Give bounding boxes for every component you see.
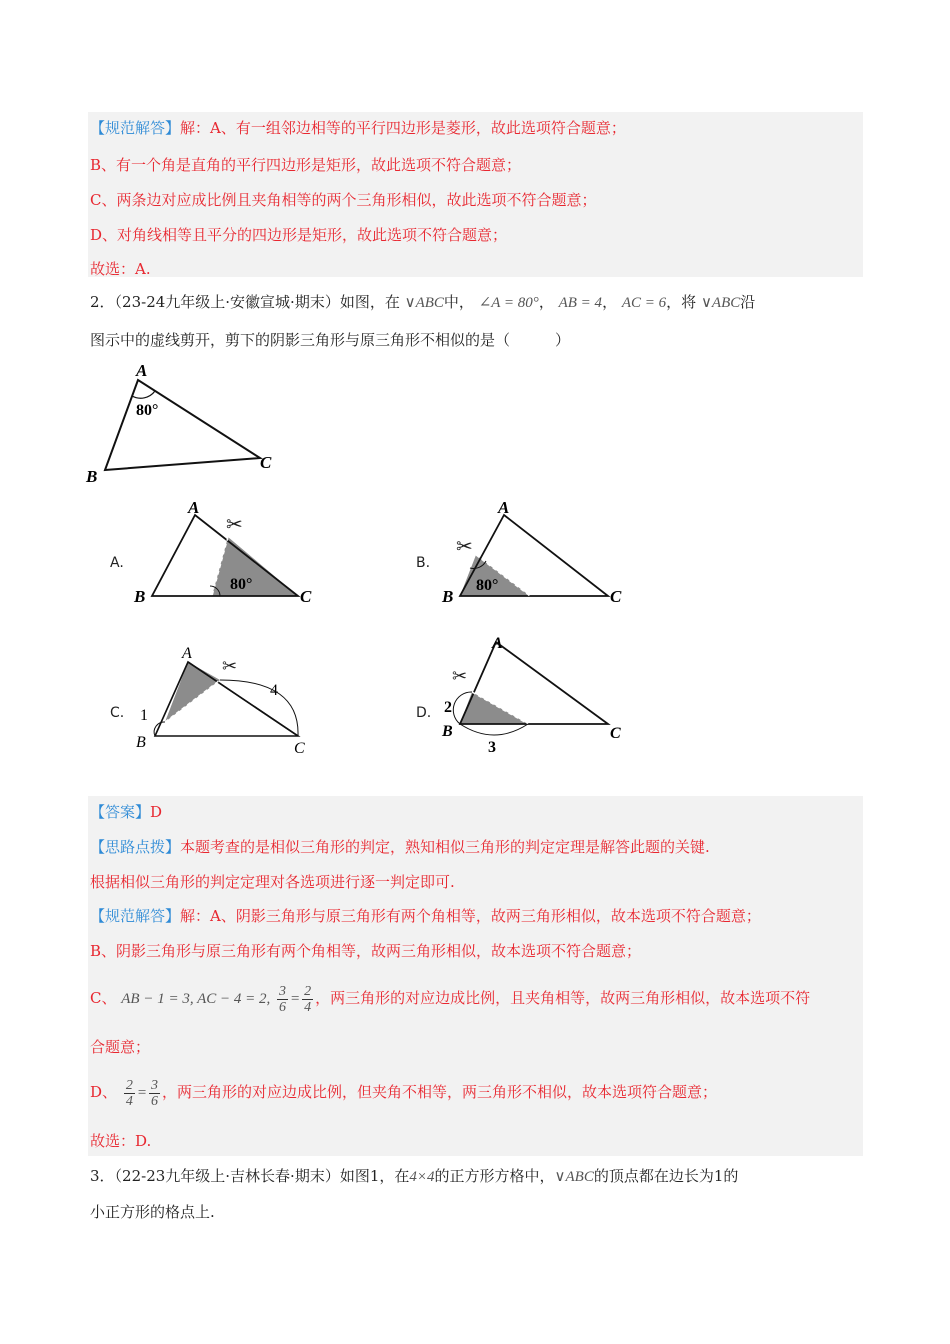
main-label-b: B <box>86 467 98 486</box>
solution1-a-text: 解：A、有一组邻边相等的平行四边形是菱形，故此选项符合题意； <box>180 119 626 137</box>
option-a-figure <box>130 495 330 610</box>
option-c-seg-4: 4 <box>270 682 278 699</box>
question2-triangle2: ∨ABC <box>700 295 741 311</box>
c-frac2-num: 2 <box>304 983 312 999</box>
c-eq: = <box>290 991 301 1007</box>
solution2-c-math: AB − 1 = 3, AC − 4 = 2, <box>121 991 271 1007</box>
question3-triangle: ∨ABC <box>554 1169 594 1185</box>
option-b-label-a: A <box>498 498 510 517</box>
question3-source: （22-23九年级上·吉林长春·期末）如图1，在 <box>114 1167 410 1185</box>
solution2-c-frac1 <box>277 984 288 1015</box>
option-d-letter: D. <box>416 705 432 721</box>
option-c-label-b: B <box>136 734 146 751</box>
d-frac2-den: 6 <box>150 1093 158 1109</box>
option-d-label-b: B <box>442 723 453 740</box>
option-d-figure <box>438 630 638 760</box>
question3-mid: 的正方形方格中， <box>434 1167 555 1185</box>
option-d-label-a: A <box>492 635 503 652</box>
option-b-letter: B. <box>416 555 431 571</box>
option-d-label-c: C <box>610 725 621 742</box>
hint-tag: 【思路点拨】 <box>90 838 181 856</box>
answer-value: D <box>150 803 163 821</box>
option-b-scissors-icon: ✂ <box>456 536 473 558</box>
question2-mid: 中， <box>443 293 474 311</box>
option-b-label-c: C <box>610 587 622 606</box>
solution2-d-frac1 <box>124 1078 135 1109</box>
option-c-letter: C. <box>110 705 125 721</box>
option-c-figure <box>130 640 330 760</box>
option-a-letter: A. <box>110 555 124 571</box>
answer-line <box>90 802 162 822</box>
option-d-arc-3 <box>460 724 528 735</box>
question2-triangle: ∨ABC <box>404 295 444 311</box>
option-d-seg-3: 3 <box>488 739 496 756</box>
option-a-label-b: B <box>134 587 146 606</box>
solution2-line-c2: 合题意； <box>90 1038 151 1056</box>
option-c-side <box>188 662 298 736</box>
question2-line2: 图示中的虚线剪开，剪下的阴影三角形与原三角形不相似的是（ ） <box>90 331 571 349</box>
solution2-c-frac2 <box>302 984 313 1015</box>
question2-source: （23-24九年级上·安徽宣城·期末）如图，在 <box>114 293 400 311</box>
solution1-conclusion: 故选：A. <box>90 260 151 278</box>
main-angle-label: 80° <box>136 402 159 419</box>
option-d-shaded <box>460 692 528 724</box>
solution2-line-b: B、阴影三角形与原三角形有两个角相等，故两三角形相似，故本选项不符合题意； <box>90 942 642 960</box>
question2-tail2: 沿 <box>740 293 756 311</box>
main-triangle-figure <box>80 358 300 488</box>
question2-ab: AB = 4 <box>558 295 603 311</box>
hint-line-2: 根据相似三角形的判定定理对各选项进行逐一判定即可. <box>90 873 455 891</box>
question3-line1 <box>90 1166 738 1187</box>
option-c-seg-1: 1 <box>140 707 148 724</box>
question2-tail: ，将 <box>666 293 697 311</box>
solution2-c-text: ，两三角形的对应边成比例，且夹角相等，故两三角形相似，故本选项不符 <box>315 989 811 1007</box>
question2-line1 <box>90 292 755 313</box>
d-eq: = <box>136 1085 147 1101</box>
solution2-c-prefix: C、 <box>90 989 117 1007</box>
option-b-label-b: B <box>442 587 454 606</box>
option-d-seg-2: 2 <box>444 699 452 716</box>
option-b-figure <box>438 495 638 610</box>
option-d-scissors-icon: ✂ <box>452 666 468 686</box>
solution1-line-a <box>90 118 626 138</box>
c-frac2-den: 4 <box>304 999 312 1015</box>
answer-tag: 【答案】 <box>90 803 151 821</box>
solution2-line-c <box>90 980 810 1017</box>
question3-tail: 的顶点都在边长为1的 <box>593 1167 739 1185</box>
solution2-d-text: ，两三角形的对应边成比例，但夹角不相等，两三角形不相似，故本选项符合题意； <box>161 1083 717 1101</box>
c-frac1-num: 3 <box>279 983 287 999</box>
question2-ac: AC = 6 <box>621 295 667 311</box>
solution2-conclusion: 故选：D. <box>90 1132 152 1150</box>
option-a-angle-label: 80° <box>230 576 253 593</box>
question3-number: 3． <box>90 1167 115 1185</box>
solution1-line-b: B、有一个角是直角的平行四边形是矩形，故此选项不符合题意； <box>90 156 522 174</box>
option-a-scissors-icon: ✂ <box>226 514 243 536</box>
solution1-tag: 【规范解答】 <box>90 119 181 137</box>
option-b-angle-label: 80° <box>476 577 499 594</box>
option-c-label-c: C <box>294 740 305 757</box>
question3-line2: 小正方形的格点上. <box>90 1203 215 1221</box>
hint-line <box>90 837 710 857</box>
solution2-line-a <box>90 906 761 926</box>
c-frac1-den: 6 <box>279 999 287 1015</box>
main-label-c: C <box>260 453 272 472</box>
d-frac1-den: 4 <box>125 1093 133 1109</box>
question2-angle: ∠A = 80° <box>478 295 539 311</box>
main-label-a: A <box>136 361 148 380</box>
option-c-shaded <box>165 662 220 722</box>
solution2-line-d <box>90 1074 717 1111</box>
question2-sep2: ， <box>602 293 618 311</box>
hint-text: 本题考查的是相似三角形的判定，熟知相似三角形的判定定理是解答此题的关键. <box>180 838 710 856</box>
d-frac1-num: 2 <box>125 1077 133 1093</box>
main-triangle <box>105 380 260 470</box>
solution1-line-c: C、两条边对应成比例且夹角相等的两个三角形相似，故此选项不符合题意； <box>90 191 597 209</box>
option-a-label-a: A <box>188 498 200 517</box>
solution2-d-frac2 <box>149 1078 160 1109</box>
option-c-scissors-icon: ✂ <box>222 656 238 676</box>
question3-grid: 4×4 <box>409 1169 435 1185</box>
question2-number: 2． <box>90 293 115 311</box>
d-frac2-num: 3 <box>150 1077 158 1093</box>
option-a-label-c: C <box>300 587 312 606</box>
question2-sep1: ， <box>538 293 554 311</box>
main-angle-arc <box>132 391 155 398</box>
option-c-label-a: A <box>182 645 192 662</box>
solution2-d-prefix: D、 <box>90 1083 118 1101</box>
solution2-a-text: 解：A、阴影三角形与原三角形有两个角相等，故两三角形相似，故本选项不符合题意； <box>180 907 761 925</box>
solution1-line-d: D、对角线相等且平分的四边形是矩形，故此选项不符合题意； <box>90 226 508 244</box>
solution2-tag: 【规范解答】 <box>90 907 181 925</box>
